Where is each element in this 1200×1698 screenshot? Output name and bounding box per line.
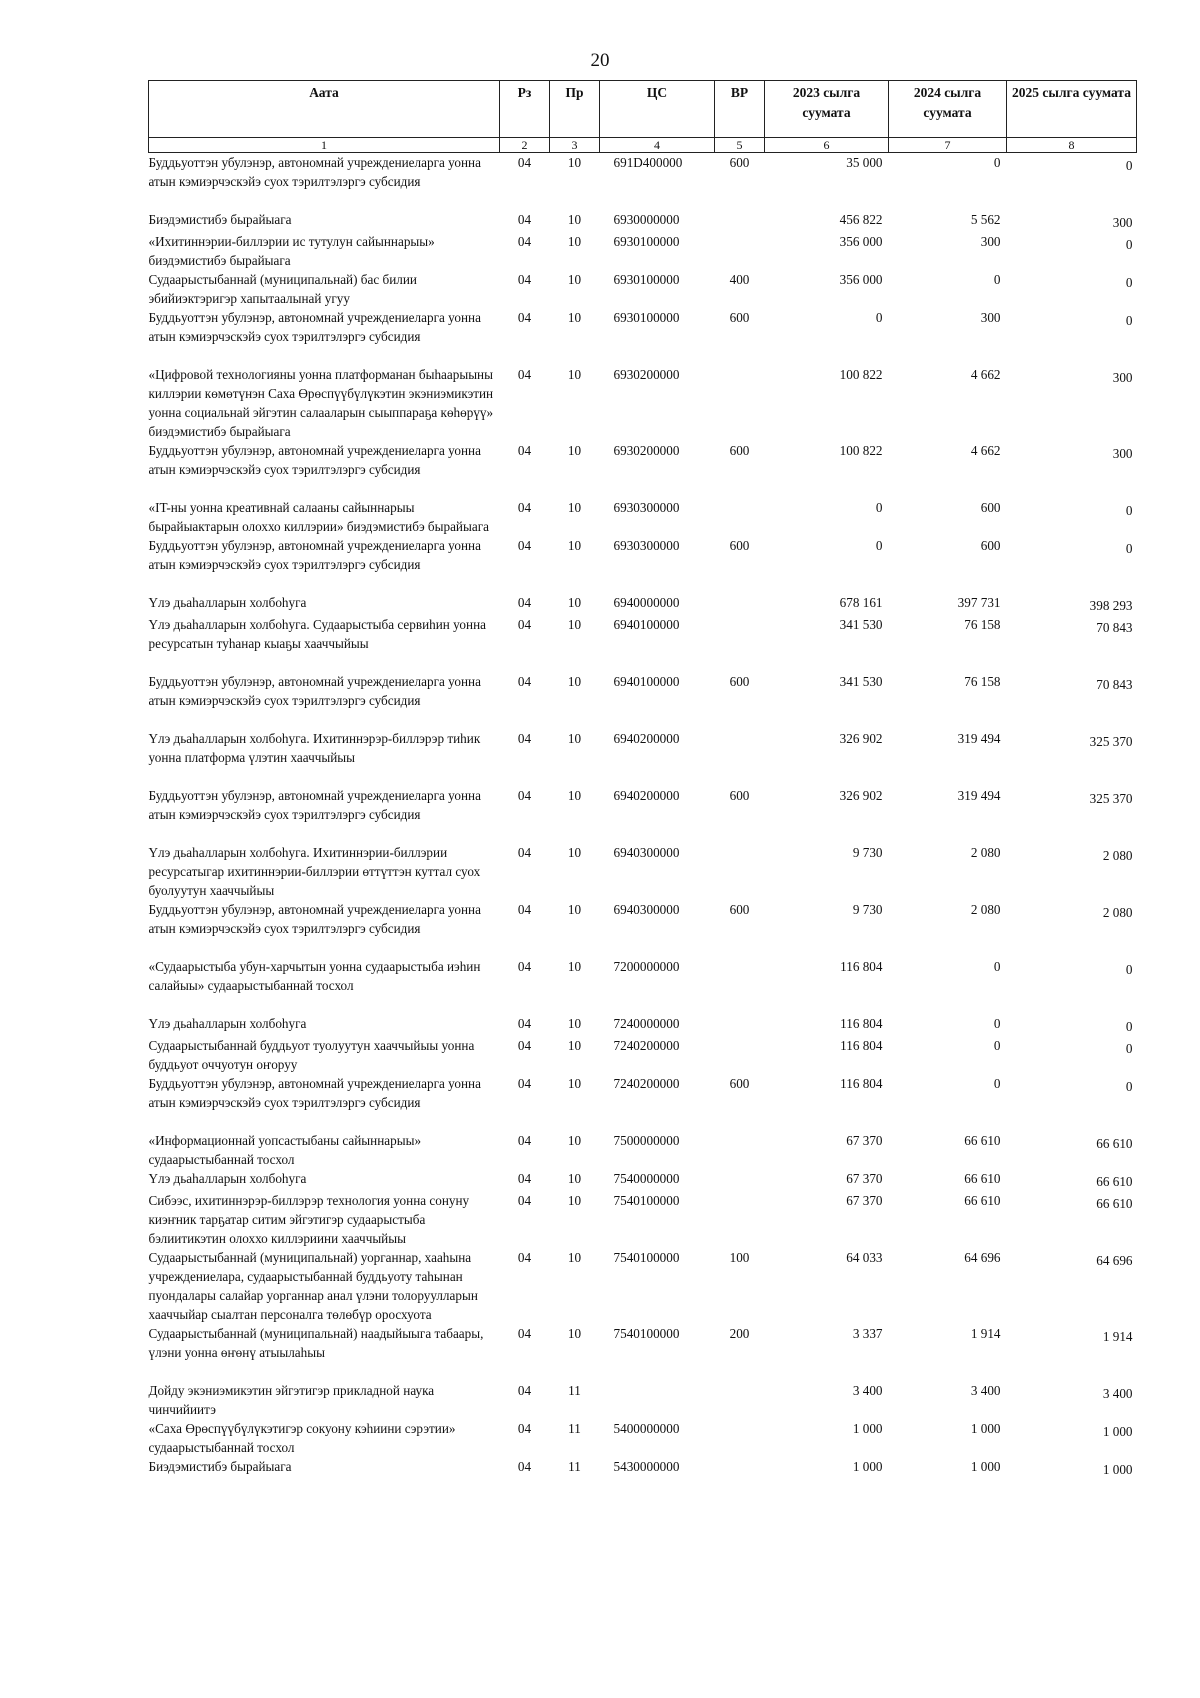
row-name-cell: Биэдэмистибэ бырайыага — [148, 212, 292, 227]
row-2025-cell: 70 843 — [1096, 620, 1133, 635]
table-row — [149, 232, 1137, 270]
row-pr-cell: 10 — [567, 1038, 582, 1053]
row-2024-cell: 66 610 — [964, 1133, 1001, 1148]
row-rz-cell: 04 — [517, 1421, 532, 1436]
row-cs-cell: 691D400000 — [613, 155, 683, 170]
table-row — [149, 1419, 1137, 1457]
column-number: 6 — [765, 138, 889, 153]
row-2023-cell: 100 822 — [839, 443, 883, 458]
row-2025-cell: 70 843 — [1096, 677, 1133, 692]
row-spacer-cell — [149, 574, 1137, 593]
row-spacer-cell — [149, 346, 1137, 365]
row-2024-cell: 0 — [993, 1038, 1001, 1053]
row-vr-cell: 600 — [729, 674, 750, 689]
table-body — [149, 153, 1137, 1480]
row-2025-cell: 66 610 — [1096, 1196, 1133, 1211]
row-2024-cell: 600 — [980, 500, 1001, 515]
row-spacer-cell — [149, 653, 1137, 672]
row-cs-cell: 5400000000 — [613, 1421, 680, 1436]
row-pr-cell: 11 — [568, 1421, 581, 1436]
row-cs-cell: 7240000000 — [613, 1016, 680, 1031]
row-2024-cell: 4 662 — [970, 443, 1001, 458]
row-name-cell: Судаарыстыбаннай (муниципальнай) бас билии эбийиэктэригэр хапытаалынай угуу — [148, 272, 417, 306]
row-name-cell: Үлэ дьаhалларын холбоhуга. Ихитиннэрэр-биллэрэр тиhик уонна платформа үлэтин хааччыйыы — [148, 731, 481, 765]
row-pr-cell: 10 — [567, 1171, 582, 1186]
row-2025-cell: 2 080 — [1102, 905, 1133, 920]
row-vr-cell — [715, 1036, 765, 1074]
row-2024-cell: 319 494 — [957, 731, 1001, 746]
row-name-cell: Судаарыстыбаннай (муниципальнай) уорганнар, хааhына учреждениелара, судаарыстыбаннай буддьуоту таhынан пуондалары салайар уорганнар анал үлэни толоруулларын хааччыйар сыалтан персоналга төлөбүр оросхуота — [148, 1250, 478, 1322]
row-cs-cell: 7540100000 — [613, 1193, 680, 1208]
row-2023-cell: 9 730 — [852, 845, 883, 860]
row-cs-cell: 7540000000 — [613, 1171, 680, 1186]
row-pr-cell: 11 — [568, 1459, 581, 1474]
row-2024-cell: 300 — [980, 310, 1001, 325]
row-2024-cell: 0 — [993, 1016, 1001, 1031]
table-row — [149, 536, 1137, 574]
row-pr-cell: 10 — [567, 1250, 582, 1265]
row-2023-cell: 341 530 — [839, 674, 883, 689]
row-2025-cell: 300 — [1112, 370, 1133, 385]
table-row — [149, 153, 1137, 192]
row-vr-cell: 600 — [729, 310, 750, 325]
row-2023-cell: 3 337 — [852, 1326, 883, 1341]
row-2025-cell: 325 370 — [1089, 791, 1133, 806]
row-vr-cell — [715, 210, 765, 232]
row-pr-cell: 10 — [567, 1133, 582, 1148]
row-spacer — [149, 995, 1137, 1014]
row-cs-cell: 6940300000 — [613, 902, 680, 917]
row-vr-cell — [715, 1457, 765, 1479]
header-2024: 2024 сылга суумата — [889, 81, 1007, 138]
row-2025-cell: 66 610 — [1096, 1174, 1133, 1189]
row-pr-cell: 10 — [567, 310, 582, 325]
row-name-cell: Буддьуоттэн убулэнэр, автономнай учреждениеларга уонна атын кэмиэрчэскэйэ суох тэрилтэлэргэ субсидия — [148, 788, 481, 822]
row-pr-cell: 10 — [567, 1193, 582, 1208]
row-spacer-cell — [149, 767, 1137, 786]
row-name-cell: Буддьуоттэн убулэнэр, автономнай учреждениеларга уонна атын кэмиэрчэскэйэ суох тэрилтэлэргэ субсидия — [148, 310, 481, 344]
table-row — [149, 957, 1137, 995]
row-2024-cell: 66 610 — [964, 1193, 1001, 1208]
row-2025-cell: 2 080 — [1102, 848, 1133, 863]
row-cs-cell: 6940300000 — [613, 845, 680, 860]
row-2023-cell: 341 530 — [839, 617, 883, 632]
row-name-cell: Буддьуоттэн убулэнэр, автономнай учреждениеларга уонна атын кэмиэрчэскэйэ суох тэрилтэлэргэ субсидия — [148, 902, 481, 936]
row-name-cell: «Ихитиннэрии-биллэрии ис тутулун сайыннарыы» биэдэмистибэ бырайыага — [148, 234, 435, 268]
row-rz-cell: 04 — [517, 1133, 532, 1148]
row-vr-cell: 600 — [729, 902, 750, 917]
table-row — [149, 1324, 1137, 1362]
row-cs-cell: 7540100000 — [613, 1250, 680, 1265]
row-2024-cell: 300 — [980, 234, 1001, 249]
row-rz-cell: 04 — [517, 845, 532, 860]
table-row — [149, 1248, 1137, 1324]
table-row — [149, 1381, 1137, 1419]
row-spacer-cell — [149, 995, 1137, 1014]
row-rz-cell: 04 — [517, 310, 532, 325]
row-cs-cell — [600, 1381, 715, 1419]
row-pr-cell: 10 — [567, 902, 582, 917]
row-2024-cell: 76 158 — [964, 617, 1001, 632]
row-2023-cell: 1 000 — [852, 1421, 883, 1436]
row-cs-cell: 6940200000 — [613, 731, 680, 746]
row-2023-cell: 0 — [875, 500, 883, 515]
row-vr-cell — [715, 615, 765, 653]
row-vr-cell: 400 — [729, 272, 750, 287]
row-pr-cell: 11 — [568, 1383, 581, 1398]
row-name-cell: «Судаарыстыба убун-харчытын уонна судаарыстыба иэhин салайыы» судаарыстыбаннай тосхол — [148, 959, 481, 993]
row-rz-cell: 04 — [517, 1038, 532, 1053]
table-row — [149, 270, 1137, 308]
table-row — [149, 672, 1137, 710]
row-cs-cell: 6930100000 — [613, 272, 680, 287]
row-spacer — [149, 1362, 1137, 1381]
row-spacer — [149, 767, 1137, 786]
row-name-cell: Буддьуоттэн убулэнэр, автономнай учреждениеларга уонна атын кэмиэрчэскэйэ суох тэрилтэлэргэ субсидия — [148, 443, 481, 477]
row-rz-cell: 04 — [517, 272, 532, 287]
row-vr-cell — [715, 1014, 765, 1036]
row-rz-cell: 04 — [517, 617, 532, 632]
row-rz-cell: 04 — [517, 674, 532, 689]
row-cs-cell: 7240200000 — [613, 1038, 680, 1053]
table-row — [149, 729, 1137, 767]
row-vr-cell — [715, 1191, 765, 1248]
row-2023-cell: 9 730 — [852, 902, 883, 917]
row-rz-cell: 04 — [517, 1326, 532, 1341]
row-cs-cell: 5430000000 — [613, 1459, 680, 1474]
table-row — [149, 843, 1137, 900]
row-spacer — [149, 653, 1137, 672]
row-2023-cell: 0 — [875, 310, 883, 325]
row-2024-cell: 0 — [993, 959, 1001, 974]
table-row — [149, 498, 1137, 536]
row-spacer-cell — [149, 1362, 1137, 1381]
row-rz-cell: 04 — [517, 538, 532, 553]
row-rz-cell: 04 — [517, 959, 532, 974]
row-pr-cell: 10 — [567, 788, 582, 803]
row-name-cell: Буддьуоттэн убулэнэр, автономнай учреждениеларга уонна атын кэмиэрчэскэйэ суох тэрилтэлэргэ субсидия — [148, 538, 481, 572]
row-name-cell: Судаарыстыбаннай (муниципальнай) наадыйыыга табаары, үлэни уонна өҥөнү атыылаhыы — [148, 1326, 484, 1360]
row-2023-cell: 3 400 — [852, 1383, 883, 1398]
row-name-cell: Судаарыстыбаннай буддьуот туолуутун хааччыйыы уонна буддьуот оччуотун оҥоруу — [148, 1038, 475, 1072]
row-rz-cell: 04 — [517, 1383, 532, 1398]
table-row — [149, 308, 1137, 346]
row-2025-cell: 66 610 — [1096, 1136, 1133, 1151]
table-row — [149, 1191, 1137, 1248]
row-spacer-cell — [149, 191, 1137, 210]
row-name-cell: «Цифровой технологияны уонна платформанан быhаарыыны киллэрии көмөтүнэн Саха Өрөспүүбүлүкэтин экэниэмикэтин уонна социальнай эйгэтин салааларын сыыппараҕа көһөрүү» биэдэмистибэ бырайыага — [148, 367, 494, 439]
row-rz-cell: 04 — [517, 902, 532, 917]
header-vr: ВР — [715, 81, 765, 138]
row-2023-cell: 356 000 — [839, 234, 883, 249]
row-name-cell: Сибээс, ихитиннэрэр-биллэрэр технология уонна сонуну киэҥник тарҕатар ситим эйгэтигэр судаарыстыба бэлиитикэтин олоххо киллэриини хааччыйыы — [148, 1193, 470, 1246]
row-name-cell: Биэдэмистибэ бырайыага — [148, 1459, 292, 1474]
column-number-row — [149, 138, 1137, 153]
row-spacer-cell — [149, 938, 1137, 957]
table-row — [149, 1074, 1137, 1112]
row-2025-cell: 0 — [1125, 237, 1133, 252]
row-2024-cell: 0 — [993, 1076, 1001, 1091]
row-pr-cell: 10 — [567, 155, 582, 170]
row-vr-cell: 600 — [729, 155, 750, 170]
row-spacer-cell — [149, 710, 1137, 729]
row-2023-cell: 326 902 — [839, 731, 883, 746]
row-2023-cell: 67 370 — [846, 1193, 883, 1208]
row-pr-cell: 10 — [567, 1326, 582, 1341]
row-2023-cell: 116 804 — [840, 1016, 883, 1031]
row-vr-cell: 200 — [729, 1326, 750, 1341]
row-2023-cell: 678 161 — [839, 595, 883, 610]
row-2023-cell: 67 370 — [846, 1171, 883, 1186]
row-vr-cell — [715, 1419, 765, 1457]
header-cs: ЦС — [600, 81, 715, 138]
row-rz-cell: 04 — [517, 1076, 532, 1091]
budget-table — [148, 80, 1137, 1479]
row-vr-cell — [715, 593, 765, 615]
row-spacer — [149, 1112, 1137, 1131]
header-name: Аата — [149, 81, 500, 138]
row-pr-cell: 10 — [567, 674, 582, 689]
row-spacer — [149, 574, 1137, 593]
row-name-cell: Үлэ дьаhалларын холбоhуга — [148, 1016, 307, 1031]
table-row — [149, 1169, 1137, 1191]
table-row — [149, 210, 1137, 232]
row-cs-cell: 6930100000 — [613, 234, 680, 249]
row-2024-cell: 66 610 — [964, 1171, 1001, 1186]
row-2024-cell: 76 158 — [964, 674, 1001, 689]
row-rz-cell: 04 — [517, 234, 532, 249]
row-2025-cell: 3 400 — [1102, 1386, 1133, 1401]
row-vr-cell: 600 — [729, 1076, 750, 1091]
row-2025-cell: 0 — [1125, 313, 1133, 328]
row-2023-cell: 1 000 — [852, 1459, 883, 1474]
row-cs-cell: 6930200000 — [613, 367, 680, 382]
row-rz-cell: 04 — [517, 367, 532, 382]
column-number: 3 — [550, 138, 600, 153]
row-2025-cell: 64 696 — [1096, 1253, 1133, 1268]
row-2025-cell: 0 — [1125, 158, 1133, 173]
row-cs-cell: 6940100000 — [613, 617, 680, 632]
row-2023-cell: 116 804 — [840, 1076, 883, 1091]
row-2025-cell: 0 — [1125, 962, 1133, 977]
row-2024-cell: 2 080 — [970, 845, 1001, 860]
row-pr-cell: 10 — [567, 731, 582, 746]
row-2024-cell: 1 000 — [970, 1459, 1001, 1474]
header-rz: Рз — [500, 81, 550, 138]
row-2024-cell: 1 000 — [970, 1421, 1001, 1436]
row-2024-cell: 3 400 — [970, 1383, 1001, 1398]
row-spacer-cell — [149, 824, 1137, 843]
row-2025-cell: 0 — [1125, 503, 1133, 518]
row-spacer — [149, 824, 1137, 843]
row-2025-cell: 398 293 — [1089, 598, 1133, 613]
row-pr-cell: 10 — [567, 234, 582, 249]
row-cs-cell: 7500000000 — [613, 1133, 680, 1148]
row-rz-cell: 04 — [517, 595, 532, 610]
row-cs-cell: 6940200000 — [613, 788, 680, 803]
row-rz-cell: 04 — [517, 1016, 532, 1031]
row-cs-cell: 6930300000 — [613, 500, 680, 515]
row-spacer — [149, 938, 1137, 957]
column-number: 5 — [715, 138, 765, 153]
row-spacer — [149, 191, 1137, 210]
table-header-row — [149, 81, 1137, 138]
row-name-cell: Буддьуоттэн убулэнэр, автономнай учреждениеларга уонна атын кэмиэрчэскэйэ суох тэрилтэлэргэ субсидия — [148, 674, 481, 708]
row-vr-cell — [715, 1381, 765, 1419]
row-2025-cell: 1 000 — [1102, 1424, 1133, 1439]
row-cs-cell: 6940100000 — [613, 674, 680, 689]
column-number: 8 — [1007, 138, 1137, 153]
row-cs-cell: 7200000000 — [613, 959, 680, 974]
row-rz-cell: 04 — [517, 731, 532, 746]
row-2024-cell: 2 080 — [970, 902, 1001, 917]
row-rz-cell: 04 — [517, 1459, 532, 1474]
row-vr-cell — [715, 729, 765, 767]
row-2025-cell: 0 — [1125, 275, 1133, 290]
row-2023-cell: 456 822 — [839, 212, 883, 227]
row-2025-cell: 300 — [1112, 215, 1133, 230]
row-2024-cell: 1 914 — [970, 1326, 1001, 1341]
row-2023-cell: 35 000 — [846, 155, 883, 170]
row-name-cell: Буддьуоттэн убулэнэр, автономнай учреждениеларга уонна атын кэмиэрчэскэйэ суох тэрилтэлэргэ субсидия — [148, 155, 481, 189]
row-2023-cell: 64 033 — [846, 1250, 883, 1265]
table-row — [149, 1131, 1137, 1169]
row-2025-cell: 300 — [1112, 446, 1133, 461]
row-2025-cell: 325 370 — [1089, 734, 1133, 749]
column-number: 2 — [500, 138, 550, 153]
row-2024-cell: 4 662 — [970, 367, 1001, 382]
row-vr-cell — [715, 498, 765, 536]
row-cs-cell: 6930300000 — [613, 538, 680, 553]
row-pr-cell: 10 — [567, 617, 582, 632]
row-2023-cell: 116 804 — [840, 1038, 883, 1053]
table-row — [149, 1036, 1137, 1074]
row-vr-cell: 600 — [729, 538, 750, 553]
row-spacer-cell — [149, 479, 1137, 498]
row-vr-cell — [715, 232, 765, 270]
row-spacer — [149, 346, 1137, 365]
row-2025-cell: 0 — [1125, 1079, 1133, 1094]
row-2025-cell: 0 — [1125, 541, 1133, 556]
row-name-cell: «Саха Өрөспүүбүлүкэтигэр сокуону кэhиини сэрэтии» судаарыстыбаннай тосхол — [148, 1421, 456, 1455]
row-rz-cell: 04 — [517, 212, 532, 227]
row-pr-cell: 10 — [567, 500, 582, 515]
row-rz-cell: 04 — [517, 443, 532, 458]
row-2024-cell: 600 — [980, 538, 1001, 553]
row-2024-cell: 397 731 — [957, 595, 1001, 610]
row-vr-cell — [715, 365, 765, 441]
row-2025-cell: 1 914 — [1102, 1329, 1133, 1344]
row-2024-cell: 0 — [993, 155, 1001, 170]
row-cs-cell: 7240200000 — [613, 1076, 680, 1091]
row-pr-cell: 10 — [567, 959, 582, 974]
row-2025-cell: 0 — [1125, 1019, 1133, 1034]
table-row — [149, 365, 1137, 441]
row-2024-cell: 64 696 — [964, 1250, 1001, 1265]
row-cs-cell: 6930100000 — [613, 310, 680, 325]
row-name-cell: «IT-ны уонна креативнай салааны сайыннарыы бырайыактарын олоххо киллэрии» биэдэмистибэ бырайыага — [148, 500, 489, 534]
row-cs-cell: 6940000000 — [613, 595, 680, 610]
row-vr-cell — [715, 1169, 765, 1191]
row-cs-cell: 6930000000 — [613, 212, 680, 227]
row-2023-cell: 326 902 — [839, 788, 883, 803]
row-spacer — [149, 710, 1137, 729]
row-2023-cell: 67 370 — [846, 1133, 883, 1148]
table-row — [149, 1014, 1137, 1036]
row-2025-cell: 1 000 — [1102, 1462, 1133, 1477]
table-row — [149, 441, 1137, 479]
row-pr-cell: 10 — [567, 212, 582, 227]
row-pr-cell: 10 — [567, 595, 582, 610]
header-pr: Пр — [550, 81, 600, 138]
row-vr-cell — [715, 843, 765, 900]
row-cs-cell: 6930200000 — [613, 443, 680, 458]
row-name-cell: Үлэ дьаhалларын холбоhуга — [148, 595, 307, 610]
row-vr-cell — [715, 957, 765, 995]
row-spacer — [149, 479, 1137, 498]
row-spacer-cell — [149, 1112, 1137, 1131]
row-2023-cell: 0 — [875, 538, 883, 553]
page-number: 20 — [590, 50, 610, 71]
row-2023-cell: 356 000 — [839, 272, 883, 287]
row-rz-cell: 04 — [517, 1171, 532, 1186]
row-pr-cell: 10 — [567, 367, 582, 382]
row-vr-cell: 600 — [729, 788, 750, 803]
row-pr-cell: 10 — [567, 272, 582, 287]
row-pr-cell: 10 — [567, 1076, 582, 1091]
row-pr-cell: 10 — [567, 1016, 582, 1031]
row-2023-cell: 100 822 — [839, 367, 883, 382]
table-row — [149, 786, 1137, 824]
row-vr-cell — [715, 1131, 765, 1169]
row-rz-cell: 04 — [517, 1250, 532, 1265]
row-2024-cell: 5 562 — [970, 212, 1001, 227]
column-number: 1 — [149, 138, 500, 153]
table-row — [149, 900, 1137, 938]
row-rz-cell: 04 — [517, 500, 532, 515]
row-pr-cell: 10 — [567, 845, 582, 860]
row-pr-cell: 10 — [567, 443, 582, 458]
row-name-cell: Дойду экэниэмикэтин эйгэтигэр прикладной наука чинчийиитэ — [148, 1383, 435, 1417]
row-rz-cell: 04 — [517, 1193, 532, 1208]
row-vr-cell: 100 — [729, 1250, 750, 1265]
row-2024-cell: 0 — [993, 272, 1001, 287]
row-vr-cell: 600 — [729, 443, 750, 458]
row-cs-cell: 7540100000 — [613, 1326, 680, 1341]
row-pr-cell: 10 — [567, 538, 582, 553]
row-2024-cell: 319 494 — [957, 788, 1001, 803]
table-row — [149, 615, 1137, 653]
row-2025-cell: 0 — [1125, 1041, 1133, 1056]
row-name-cell: «Информационнай уопсастыбаны сайыннарыы» судаарыстыбаннай тосхол — [148, 1133, 422, 1167]
table-row — [149, 1457, 1137, 1479]
column-number: 7 — [889, 138, 1007, 153]
table-row — [149, 593, 1137, 615]
row-name-cell: Үлэ дьаhалларын холбоhуга. Ихитиннэрии-биллэрии ресурсатыгар ихитиннэрии-биллэрии өттүттэн куттал суох буолуутун хааччыйыы — [148, 845, 481, 898]
row-name-cell: Буддьуоттэн убулэнэр, автономнай учреждениеларга уонна атын кэмиэрчэскэйэ суох тэрилтэлэргэ субсидия — [148, 1076, 481, 1110]
row-2023-cell: 116 804 — [840, 959, 883, 974]
column-number: 4 — [600, 138, 715, 153]
header-2025: 2025 сылга суумата — [1007, 81, 1137, 138]
row-rz-cell: 04 — [517, 155, 532, 170]
row-rz-cell: 04 — [517, 788, 532, 803]
row-name-cell: Үлэ дьаhалларын холбоhуга. Судаарыстыба сервиhин уонна ресурсатын туhанар кыаҕы хааччыйыы — [148, 617, 486, 651]
row-name-cell: Үлэ дьаhалларын холбоhуга — [148, 1171, 307, 1186]
header-2023: 2023 сылга суумата — [765, 81, 889, 138]
